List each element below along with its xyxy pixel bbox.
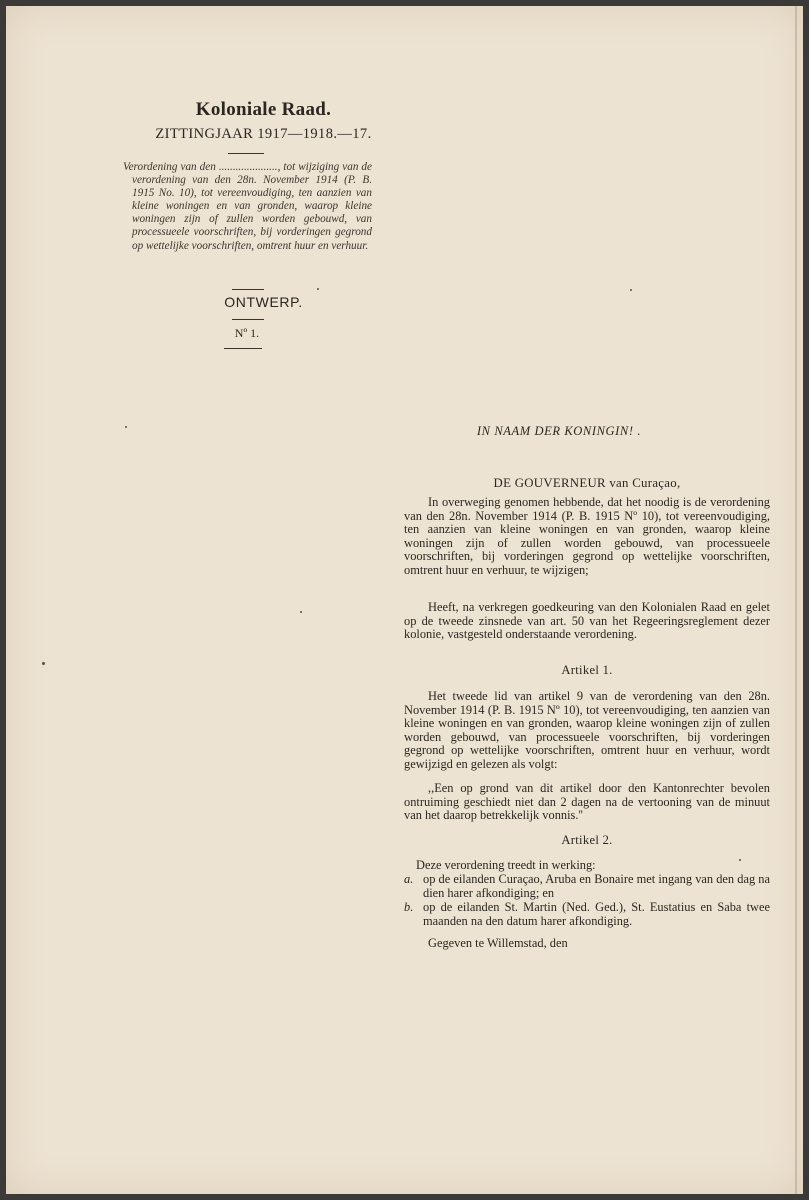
document-page [6, 6, 803, 1194]
divider [228, 153, 264, 154]
paper-speck [125, 426, 127, 428]
article-2-intro: Deze verordening treedt in werking: [416, 858, 596, 872]
list-item-text: op de eilanden Curaçao, Aruba en Bonaire met ingang van den dag na dien harer afkondiging; en [423, 872, 770, 900]
list-item-mark: b. [404, 900, 414, 914]
paper-speck [42, 662, 45, 665]
divider [224, 348, 262, 349]
recital-1: In overweging genomen hebbende, dat het noodig is de verordening van den 28n. November 1914 (P. B. 1915 Nº 10), tot vereenvoudiging, ten aanzien van kleine woningen en van gronden, waarop kleine woningen zijn of zullen worden gebouwd, van processueele voorschriften, bij vorderingen gegrond op wettelijke voorschriften, omtrent huur en verhuur, te wijzigen; [404, 495, 770, 577]
paper-speck [630, 289, 632, 291]
list-item [404, 873, 770, 900]
paper-speck [300, 611, 302, 613]
paper-speck [317, 288, 319, 290]
article-1-quote: ,,Een op grond van dit artikel door den Kantonrechter bevolen ontruiming geschiedt niet dan 2 dagen na de vertooning van de minuut van het daarop betrekkelijk vonnis.'' [404, 781, 770, 823]
divider [232, 289, 264, 290]
closing-line: Gegeven te Willemstad, den [428, 936, 568, 950]
subject-text: Verordening van den ....................., tot wijziging van de verordening van den 28n. November 1914 (P. B. 1915 No. 10), tot vereenvoudiging, ten aanzien van kleine woningen en van gronden, waarop kleine woningen zijn of zullen worden gebouwd, van processueele voorschriften, bij vorderingen gegrond op wettelijke voorschriften, omtrent huur en verhuur. [123, 161, 372, 252]
article-1-heading: Artikel 1. [561, 663, 613, 677]
divider [232, 319, 264, 320]
session-year: ZITTINGJAAR 1917—1918.—17. [155, 126, 372, 142]
council-title: Koloniale Raad. [195, 99, 332, 120]
recital-2: Heeft, na verkregen goedkeuring van den Kolonialen Raad en gelet op de tweede zinsnede van art. 50 van het Regeeringsreglement dezer kolonie, vastgesteld onderstaande verordening. [404, 600, 770, 642]
governor-heading: DE GOUVERNEUR van Curaçao, [493, 476, 681, 490]
invocation: IN NAAM DER KONINGIN! . [476, 424, 642, 438]
list-item-text: op de eilanden St. Martin (Ned. Ged.), St. Eustatius en Saba twee maanden na den datum harer afkondiging. [423, 900, 770, 928]
draft-number: Nº 1. [234, 326, 260, 340]
paper-speck [739, 859, 741, 861]
draft-label: ONTWERP. [224, 294, 303, 310]
list-item-mark: a. [404, 872, 414, 886]
decree-subject [123, 161, 372, 253]
article-2-heading: Artikel 2. [561, 833, 613, 847]
list-item [404, 901, 770, 928]
article-1-text: Het tweede lid van artikel 9 van de verordening van den 28n. November 1914 (P. B. 1915 Nº 10), tot vereenvoudiging, ten aanzien van kleine woningen en van gronden, waarop kleine woningen zijn of zullen worden gebouwd, van processueele voorschriften, bij vorderingen gegrond op wettelijke voorschriften, omtrent huur en verhuur, wordt gewijzigd en gelezen als volgt: [404, 689, 770, 771]
